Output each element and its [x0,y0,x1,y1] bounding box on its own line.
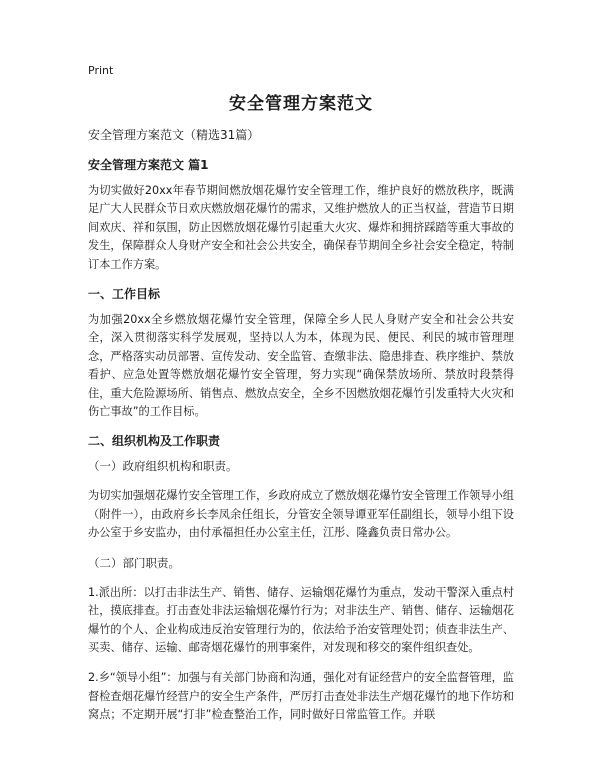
subheading-departments: （二）部门职责。 [88,555,180,570]
print-label[interactable]: Print [88,64,114,77]
section-heading-goals: 一、工作目标 [88,287,161,302]
police-paragraph: 1.派出所：以打击非法生产、销售、储存、运输烟花爆竹为重点，发动干警深入重点村社，摸底排查。打击查处非法运输烟花爆竹行为；对非法生产、销售、储存、运输烟花爆竹的个人、企业构成违反治安管理行为的，依法给予治安管理处罚；侦查非法生产、买卖、储存、运输、邮寄烟花爆竹的刑事案件，对发现和移交的案件组织查处。 [88,585,514,654]
section-heading-organization: 二、组织机构及工作职责 [88,434,221,449]
subheading-government: （一）政府组织机构和职责。 [88,459,238,474]
goals-paragraph: 为加强20xx全乡燃放烟花爆竹安全管理，保障全乡人民人身财产安全和社会公共安全，深入贯彻落实科学发展观，坚持以人为本，体现为民、便民、利民的城市管理理念，严格落实动员部署、宣传发动、安全监管、查缴非法、隐患排查、秩序维护、禁放看护、应急处置等燃放烟花爆竹安全管理，努力实现“确保禁放场所、禁放时段禁得住，重大危险源场所、销售点、燃放点安全，全乡不因燃放烟花爆竹引发重特大火灾和伤亡事故”的工作目标。 [88,313,514,419]
document-page [88,64,514,737]
leadership-group-paragraph: 2.乡“领导小组”：加强与有关部门协商和沟通，强化对有证经营户的安全监督管理，监督检查烟花爆竹经营户的安全生产条件，严厉打击查处非法生产烟花爆竹的地下作坊和窝点；不定期开展“打非”检查整治工作，同时做好日常监管工作。并联 [88,671,514,722]
document-subtitle: 安全管理方案范文（精选31篇） [88,128,260,142]
article-heading: 安全管理方案范文 篇1 [88,158,209,172]
intro-paragraph: 为切实做好20xx年春节期间燃放烟花爆竹安全管理工作，维护良好的燃放秩序，既满足广大人民群众节日欢庆燃放烟花爆竹的需求，又维护燃放人的正当权益，营造节日期间欢庆、祥和氛围，防止因燃放烟花爆竹引起重大火灾、爆炸和拥挤踩踏等重大事故的发生，保障群众人身财产安全和社会公共安全，确保春节期间全乡社会安全稳定，特制订本工作方案。 [88,184,514,271]
government-paragraph: 为切实加强烟花爆竹安全管理工作，乡政府成立了燃放烟花爆竹安全管理工作领导小组（附件一），由政府乡长李凤余任组长，分管安全领导谭亚军任副组长，领导小组下设办公室于乡安监办，由付承福担任办公室主任，江彤、隆鑫负责日常办公。 [88,489,514,540]
document-title: 安全管理方案范文 [229,94,373,114]
